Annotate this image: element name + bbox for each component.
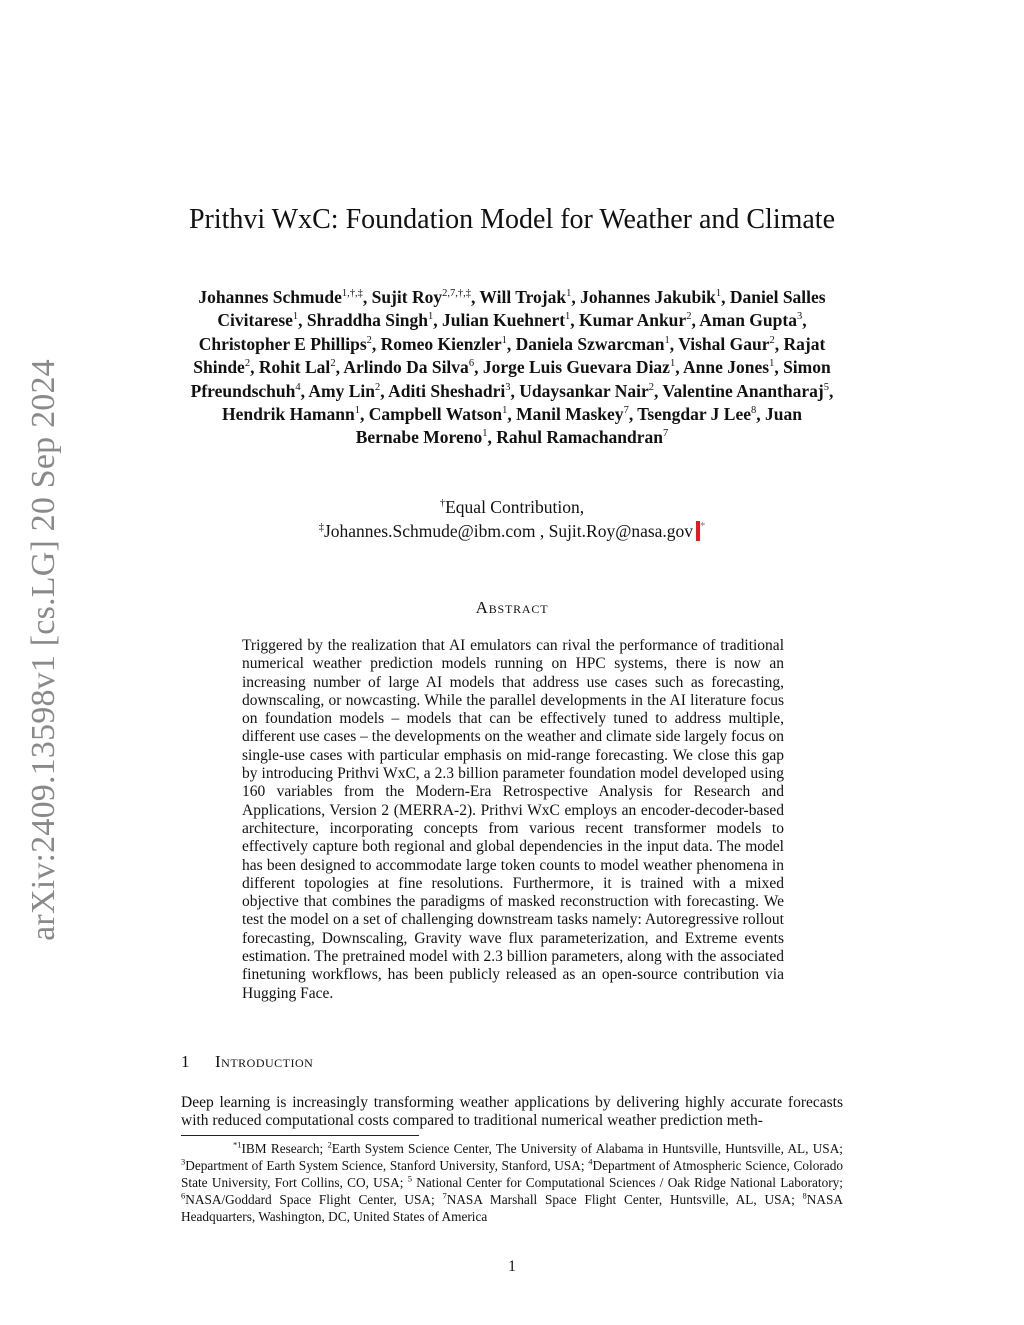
author-separator: , [507, 404, 517, 425]
footnote-affiliation: Department of Atmospheric Science, Colorado State University, Fort Collins, CO, USA; [181, 1158, 843, 1190]
author-separator: , [487, 427, 497, 448]
author-name: Amy Lin [308, 380, 376, 401]
dagger-mark: † [439, 498, 446, 510]
author-affiliation: 5 [823, 381, 829, 393]
author-separator: , [756, 404, 766, 425]
author-separator: , [774, 357, 784, 378]
contact-note [0, 521, 1024, 542]
footnote-marker: 8 [802, 1190, 807, 1201]
author-separator: , [362, 287, 372, 307]
author-affiliation: 1 [566, 288, 572, 300]
affiliation-star: * [700, 521, 706, 532]
author-separator: , [721, 287, 730, 307]
author-name: Shraddha Singh [306, 310, 429, 331]
author-name: Udaysankar Nair [519, 380, 649, 401]
double-dagger-mark: ‡ [318, 522, 324, 534]
author-affiliation: 1 [664, 334, 670, 346]
footnote-marker: 3 [181, 1156, 186, 1167]
footnote-affiliation: NASA Headquarters, Washington, DC, United States of America [181, 1192, 843, 1224]
author-separator: , [628, 404, 638, 425]
arxiv-sidebar [0, 350, 88, 950]
author-separator: , [250, 357, 259, 378]
footnote-affiliation: IBM Research; [241, 1141, 328, 1156]
author-separator: , [359, 404, 369, 425]
author-separator: , [774, 333, 784, 354]
author-name: Arlindo Da Silva [343, 357, 469, 378]
author-separator: , [300, 380, 309, 401]
author-name: Rajat Shinde [193, 333, 826, 378]
introduction-text: Deep learning is increasingly transforming weather applications by delivering highly accurate forecasts with reduced computational costs compared to traditional numerical weather prediction meth- [181, 1094, 843, 1130]
author-affiliation: 1,†,‡ [341, 288, 363, 300]
paper-title: Prithvi WxC: Foundation Model for Weather and Climate [188, 204, 836, 235]
author-name: Johannes Schmude [198, 287, 342, 307]
contact-emails: Johannes.Schmude@ibm.com , Sujit.Roy@nasa.gov [323, 521, 694, 541]
author-affiliation: 1 [715, 288, 722, 300]
author-name: Aman Gupta [699, 310, 797, 331]
footnote-marker: 2 [327, 1139, 332, 1150]
author-affiliation: 2 [648, 381, 655, 393]
author-name: Hendrik Hamann [221, 404, 355, 425]
footnote-affiliation: Earth System Science Center, The University of Alabama in Huntsville, Huntsville, AL, USA; [331, 1141, 843, 1156]
author-name: Manil Maskey [516, 404, 624, 425]
author-affiliation: 1 [354, 405, 360, 417]
affiliations-footnote [181, 1140, 843, 1225]
author-affiliation: 2,7,†,‡ [442, 288, 471, 300]
author-separator: , [474, 357, 483, 378]
author-affiliation: 6 [468, 358, 475, 370]
abstract-text: Triggered by the realization that AI emulators can rival the performance of traditional numerical weather prediction models running on HPC systems, there is now an increasing number of large AI models that address use cases such as forecasting, downscaling, or nowcasting. While the parallel developments in the AI literature focus on foundation models – models that can be effectively tuned to address multiple, different use cases – the developments on the weather and climate side largely focus on single-use cases with particular emphasis on mid-range forecasting. We close this gap by introducing Prithvi WxC, a 2.3 billion parameter foundation model developed using 160 variables from the Modern-Era Retrospective Analysis for Research and Applications, Version 2 (MERRA-2). Prithvi WxC employs an encoder-decoder-based architecture, incorporating concepts from various recent transformer models to effectively capture both regional and global dependencies in the input data. The model has been designed to accommodate large token counts to model weather phenomena in different topologies at fine resolutions. Furthermore, it is trained with a mixed objective that combines the paradigms of masked reconstruction with forecasting. We test the model on a set of challenging downstream tasks namely: Autoregressive rollout forecasting, Downscaling, Gravity wave flux parameterization, and Extreme events estimation. The pretrained model with 2.3 billion parameters, along with the associated finetuning workflows, has been publicly released as an open-source contribution via Hugging Face. [242, 637, 784, 1002]
author-separator: , [802, 310, 807, 331]
author-separator: , [380, 380, 389, 401]
author-separator: , [675, 357, 683, 378]
author-affiliation: 1 [769, 358, 775, 370]
author-separator: , [298, 310, 307, 331]
section-heading [181, 1052, 313, 1072]
author-affiliation: 2 [375, 381, 381, 393]
author-affiliation: 2 [769, 334, 775, 346]
footnote-marker: 7 [442, 1190, 447, 1201]
author-name: Anne Jones [683, 357, 770, 378]
abstract-heading: Abstract [475, 598, 549, 617]
author-separator: , [433, 310, 443, 331]
author-name: Rohit Lal [258, 357, 331, 378]
author-affiliation: 3 [796, 311, 803, 323]
author-separator: , [510, 380, 520, 401]
author-affiliation: 1 [428, 311, 434, 323]
section-number: 1 [181, 1052, 190, 1071]
author-name: Juan Bernabe Moreno [355, 404, 802, 448]
footnote-marker: *1 [233, 1139, 242, 1150]
author-affiliation: 1 [669, 358, 676, 370]
author-affiliation: 7 [663, 428, 669, 440]
author-separator: , [571, 287, 581, 307]
author-name: Tsengdar J Lee [637, 404, 752, 425]
author-name: Campbell Watson [368, 404, 503, 425]
author-name: Sujit Roy [371, 287, 443, 307]
equal-contribution-note [0, 497, 1024, 518]
author-name: Daniela Szwarcman [515, 333, 665, 354]
author-affiliation: 1 [502, 405, 508, 417]
page-number: 1 [508, 1258, 516, 1275]
author-affiliation: 1 [482, 428, 488, 440]
author-affiliation: 2 [366, 334, 372, 346]
author-separator: , [335, 357, 344, 378]
author-affiliation: 2 [686, 311, 692, 323]
arxiv-identifier: arXiv:2409.13598v1 [cs.LG] 20 Sep 2024 [25, 359, 62, 941]
author-affiliation: 4 [295, 381, 301, 393]
author-separator: , [654, 380, 663, 401]
author-name: Johannes Jakubik [580, 287, 716, 307]
author-affiliation: 8 [751, 405, 757, 417]
author-name: Simon Pfreundschuh [190, 357, 831, 401]
footnote-affiliation: National Center for Computational Sciences / Oak Ridge National Laboratory; [411, 1175, 843, 1190]
author-separator: , [691, 310, 700, 331]
author-name: Daniel Salles Civitarese [217, 287, 826, 331]
author-name: Vishal Gaur [678, 333, 770, 354]
author-separator: , [570, 310, 580, 331]
author-separator: , [506, 333, 516, 354]
author-separator: , [828, 380, 834, 401]
author-name: Christopher E Phillips [198, 333, 367, 354]
author-name: Romeo Kienzler [380, 333, 502, 354]
footnote-marker: 6 [181, 1190, 186, 1201]
author-name: Will Trojak [479, 287, 567, 307]
author-name: Julian Kuehnert [442, 310, 566, 331]
author-name: Valentine Anantharaj [662, 380, 824, 401]
author-affiliation: 2 [330, 358, 336, 370]
author-name: Aditi Sheshadri [388, 380, 506, 401]
footnote-affiliation: NASA Marshall Space Flight Center, Huntsville, AL, USA; [446, 1192, 803, 1207]
footnote-affiliation: NASA/Goddard Space Flight Center, USA; [185, 1192, 443, 1207]
author-affiliation: 1 [565, 311, 571, 323]
author-affiliation: 3 [505, 381, 511, 393]
author-separator: , [371, 333, 381, 354]
footnote-affiliation: Department of Earth System Science, Stanford University, Stanford, USA; [185, 1158, 589, 1173]
author-name: Jorge Luis Guevara Diaz [482, 357, 670, 378]
author-affiliation: 1 [501, 334, 507, 346]
equal-contribution-text: Equal Contribution, [445, 497, 585, 517]
author-separator: , [470, 287, 480, 307]
author-affiliation: 7 [623, 405, 629, 417]
author-name: Kumar Ankur [579, 310, 687, 331]
author-name: Rahul Ramachandran [496, 427, 664, 448]
author-separator: , [669, 333, 679, 354]
footnote-marker: 5 [407, 1173, 412, 1184]
author-affiliation: 1 [292, 311, 299, 323]
author-affiliation: 2 [244, 358, 251, 370]
footnote-divider [181, 1135, 419, 1136]
author-list [190, 286, 834, 450]
section-title: Introduction [215, 1052, 314, 1071]
footnote-marker: 4 [588, 1156, 593, 1167]
